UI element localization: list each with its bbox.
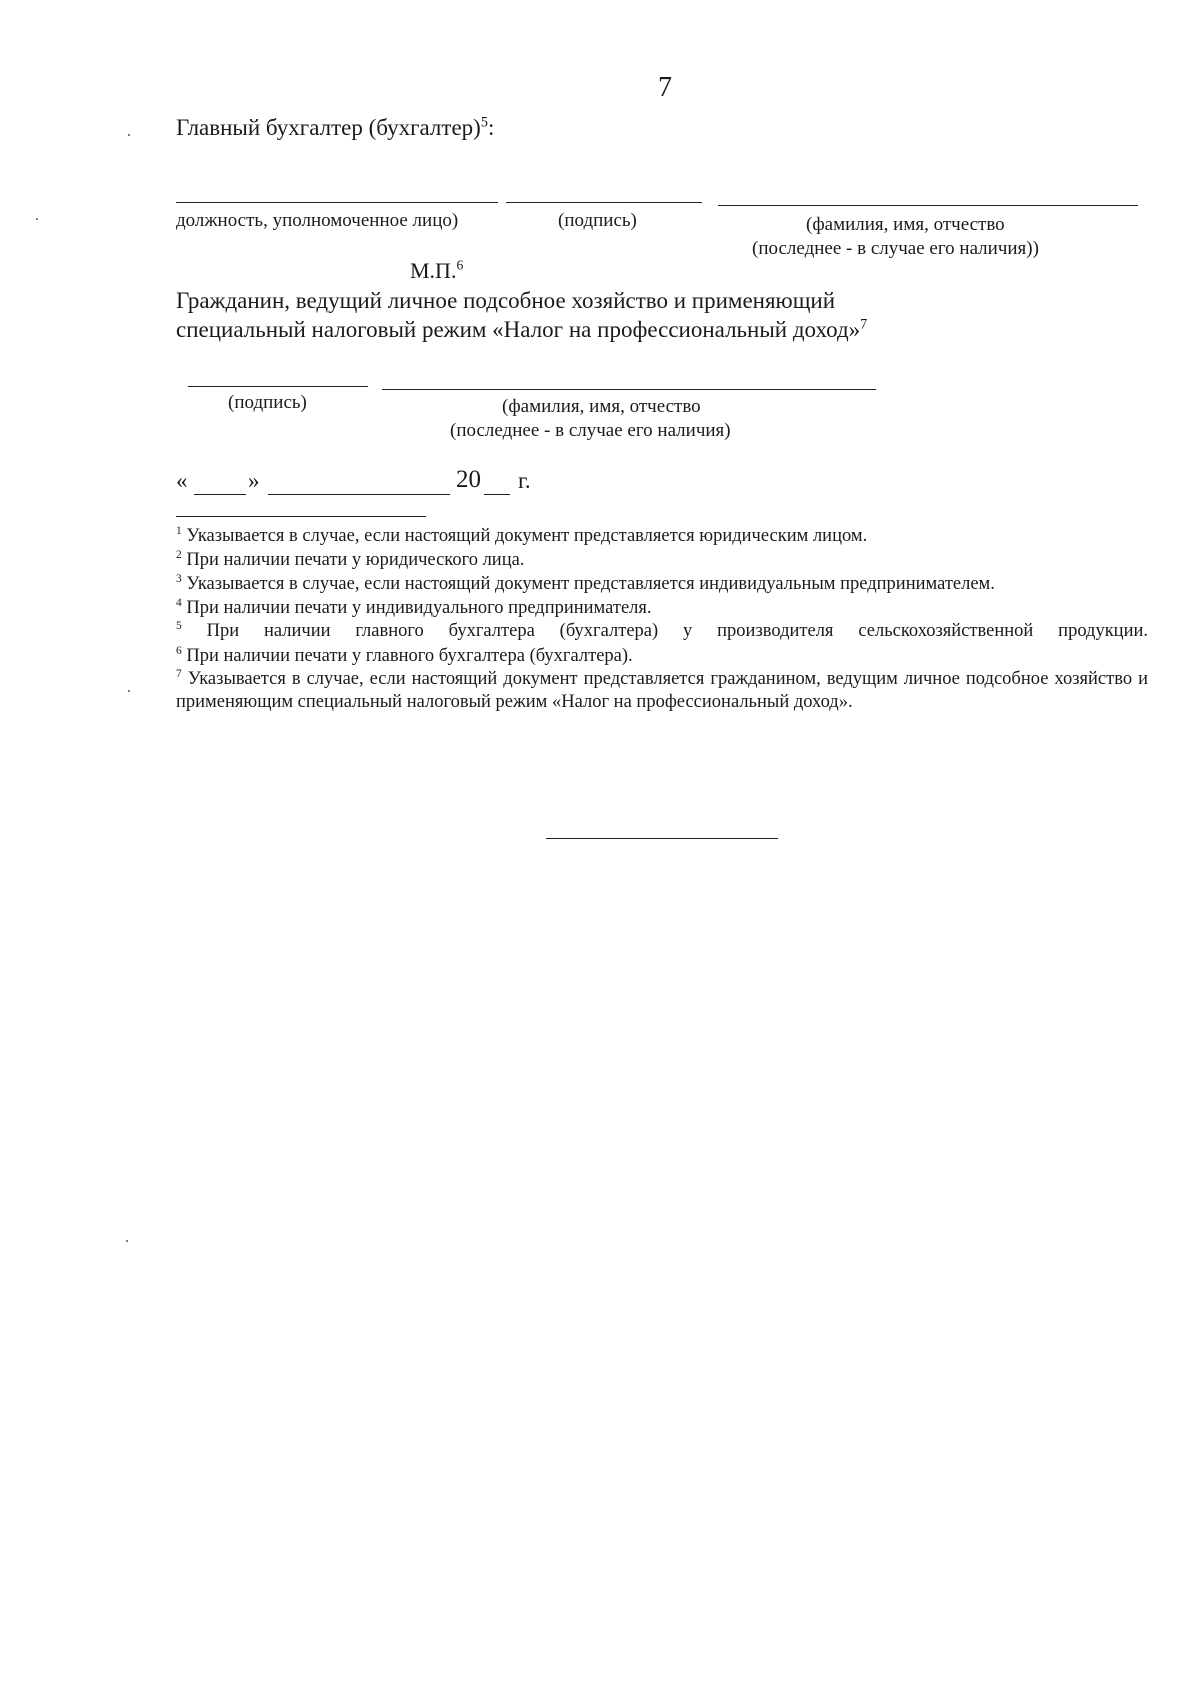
page-number: 7 bbox=[658, 72, 672, 103]
chief-accountant-heading bbox=[176, 115, 494, 141]
date-year-line bbox=[484, 494, 510, 495]
date-year-prefix: 20 bbox=[456, 466, 481, 493]
caption-position: должность, уполномоченное лицо) bbox=[176, 210, 459, 231]
footnote-7 bbox=[176, 668, 1148, 714]
citizen-caption-signature: (подпись) bbox=[228, 392, 307, 413]
citizen-caption-full-name: (фамилия, имя, отчество bbox=[502, 396, 701, 417]
footnote-text: При наличии главного бухгалтера (бухгалтера) у производителя сельскохозяйственной продукции. bbox=[206, 621, 1149, 641]
citizen-heading-line1: Гражданин, ведущий личное подсобное хозяйство и применяющий bbox=[176, 288, 836, 313]
stamp-place bbox=[410, 258, 463, 284]
chief-accountant-label: Главный бухгалтер (бухгалтер) bbox=[176, 115, 481, 140]
footnote-text: При наличии печати у индивидуального предпринимателя. bbox=[186, 598, 652, 618]
scan-speck bbox=[128, 134, 130, 136]
scan-speck bbox=[36, 218, 38, 220]
caption-signature: (подпись) bbox=[558, 210, 637, 231]
citizen-heading-line2 bbox=[176, 317, 867, 343]
footnote-number: 4 bbox=[176, 596, 182, 609]
footnote-5 bbox=[176, 620, 1148, 643]
footnote-text: Указывается в случае, если настоящий документ представляется индивидуальным предпринимателем. bbox=[186, 574, 995, 594]
citizen-caption-full-name-note: (последнее - в случае его наличия) bbox=[450, 420, 731, 441]
caption-full-name: (фамилия, имя, отчество bbox=[806, 214, 1005, 235]
heading-colon: : bbox=[487, 115, 495, 140]
caption-full-name-note: (последнее - в случае его наличия)) bbox=[752, 238, 1039, 259]
date-month-line bbox=[268, 494, 450, 495]
scan-speck bbox=[128, 690, 130, 692]
footnote-ref: 5 bbox=[480, 114, 488, 131]
footnote-number: 6 bbox=[176, 644, 182, 657]
position-line bbox=[176, 202, 498, 203]
footnote-number: 5 bbox=[176, 619, 182, 632]
footnote-4 bbox=[176, 596, 652, 620]
stamp-label: М.П. bbox=[410, 258, 457, 283]
date-close-quote: » bbox=[248, 468, 260, 493]
scan-speck bbox=[126, 1240, 128, 1242]
footnotes-separator bbox=[176, 516, 426, 517]
citizen-full-name-line bbox=[382, 389, 876, 390]
footnote-text: При наличии печати у главного бухгалтера (бухгалтера). bbox=[186, 646, 633, 666]
date-open-quote: « bbox=[176, 468, 188, 493]
signature-line bbox=[506, 202, 702, 203]
footnote-number: 2 bbox=[176, 548, 182, 561]
citizen-heading-text: специальный налоговый режим «Налог на профессиональный доход» bbox=[176, 317, 861, 342]
date-year-suffix: г. bbox=[518, 468, 531, 493]
footnote-6 bbox=[176, 644, 633, 668]
footnote-number: 3 bbox=[176, 572, 182, 585]
footnote-text: Указывается в случае, если настоящий документ представляется гражданином, ведущим личное подсобное хозяйство и применяющим специальный налоговый режим «Налог на профессиональный доход». bbox=[176, 669, 1148, 712]
footnote-text: Указывается в случае, если настоящий документ представляется юридическим лицом. bbox=[186, 526, 868, 546]
footnote-ref: 6 bbox=[456, 257, 464, 273]
footnote-number: 7 bbox=[176, 667, 182, 680]
date-day-line bbox=[194, 494, 246, 495]
footnote-ref: 7 bbox=[860, 316, 868, 333]
footnote-1 bbox=[176, 524, 867, 548]
end-of-document-rule bbox=[546, 838, 778, 839]
footnote-number: 1 bbox=[176, 524, 182, 537]
footnote-2 bbox=[176, 548, 524, 572]
footnote-3 bbox=[176, 572, 995, 596]
citizen-signature-line bbox=[188, 386, 368, 387]
full-name-line bbox=[718, 205, 1138, 206]
footnote-text: При наличии печати у юридического лица. bbox=[186, 550, 525, 570]
